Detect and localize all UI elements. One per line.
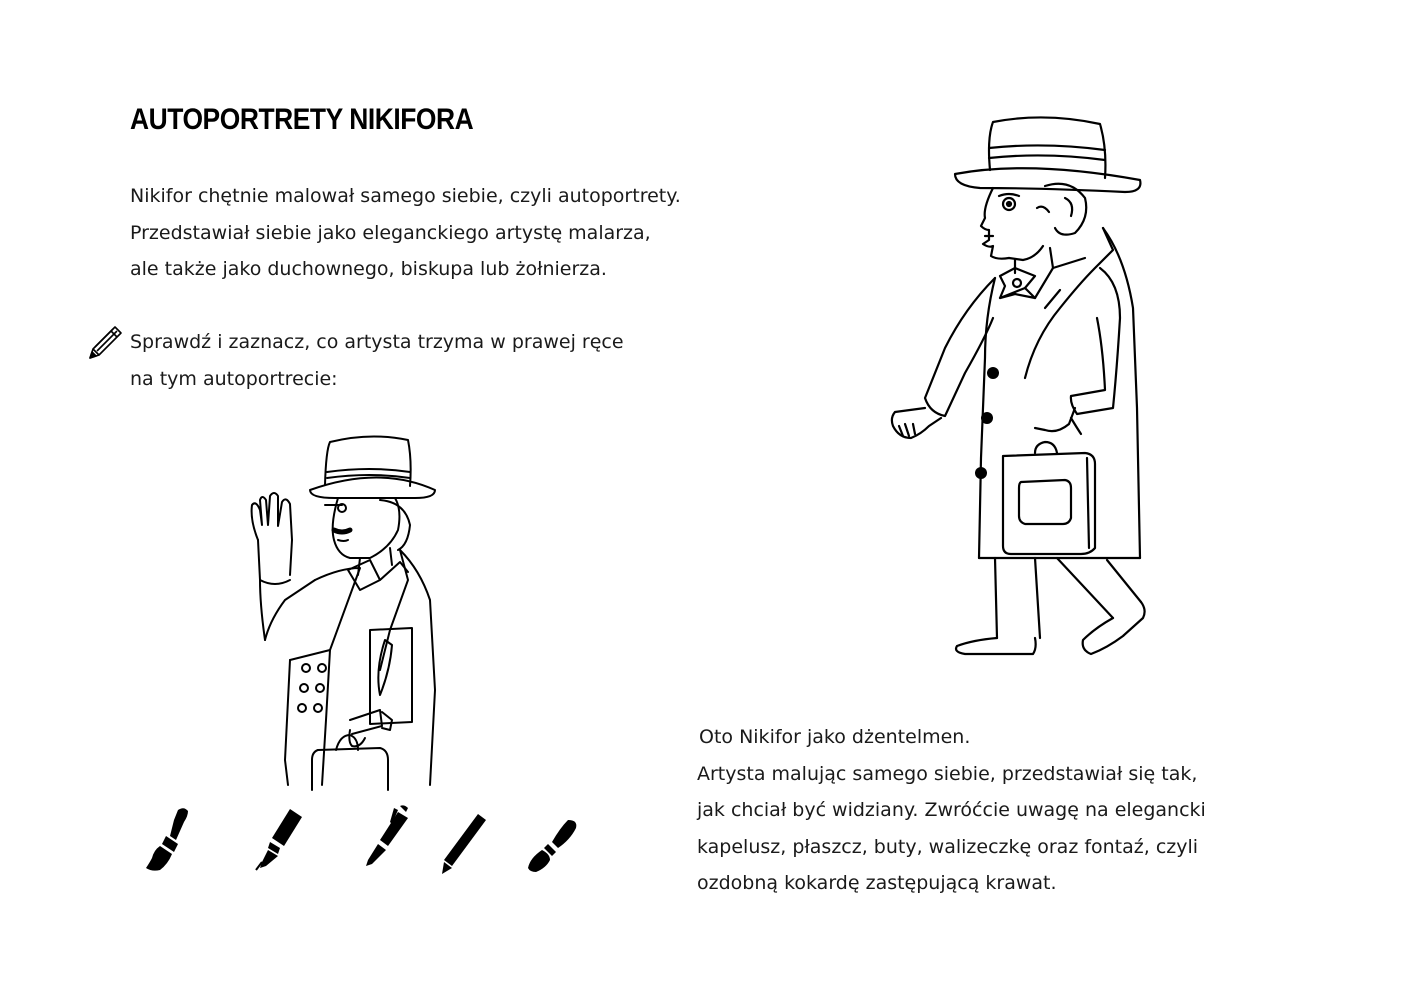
fountain-pen-icon[interactable] bbox=[250, 806, 310, 876]
caption-line: Artysta malując samego siebie, przedstawiał się tak, bbox=[697, 762, 1198, 785]
task-line: na tym autoportrecie: bbox=[130, 367, 338, 390]
caption-paragraph bbox=[697, 719, 1206, 902]
round-brush-icon[interactable] bbox=[524, 818, 584, 888]
intro-line: Nikifor chętnie malował samego siebie, czyli autoportrety. bbox=[130, 185, 681, 207]
ballpoint-pen-icon[interactable] bbox=[358, 802, 418, 872]
intro-paragraph bbox=[130, 178, 681, 288]
task-line: Sprawdź i zaznacz, co artysta trzyma w prawej ręce bbox=[130, 331, 624, 353]
page-title: AUTOPORTRETY NIKIFORA bbox=[130, 103, 474, 136]
intro-line: ale także jako duchownego, biskupa lub żołnierza. bbox=[130, 258, 607, 280]
self-portrait-gentleman-illustration bbox=[885, 108, 1165, 668]
pencil-tool-icon[interactable] bbox=[438, 812, 498, 882]
intro-line: Przedstawiał siebie jako eleganckiego artystę malarza, bbox=[130, 221, 651, 244]
caption-line: Oto Nikifor jako dżentelmen. bbox=[699, 726, 971, 748]
pencil-icon bbox=[84, 322, 126, 368]
caption-line: kapelusz, płaszcz, buty, walizeczkę oraz fontaź, czyli bbox=[697, 835, 1199, 858]
task-instruction bbox=[130, 324, 624, 397]
caption-line: ozdobną kokardę zastępującą krawat. bbox=[697, 872, 1057, 894]
paintbrush-icon[interactable] bbox=[140, 806, 200, 876]
caption-line: jak chciał być widziany. Zwróćcie uwagę na elegancki bbox=[697, 799, 1206, 821]
self-portrait-waving-illustration bbox=[230, 430, 530, 800]
